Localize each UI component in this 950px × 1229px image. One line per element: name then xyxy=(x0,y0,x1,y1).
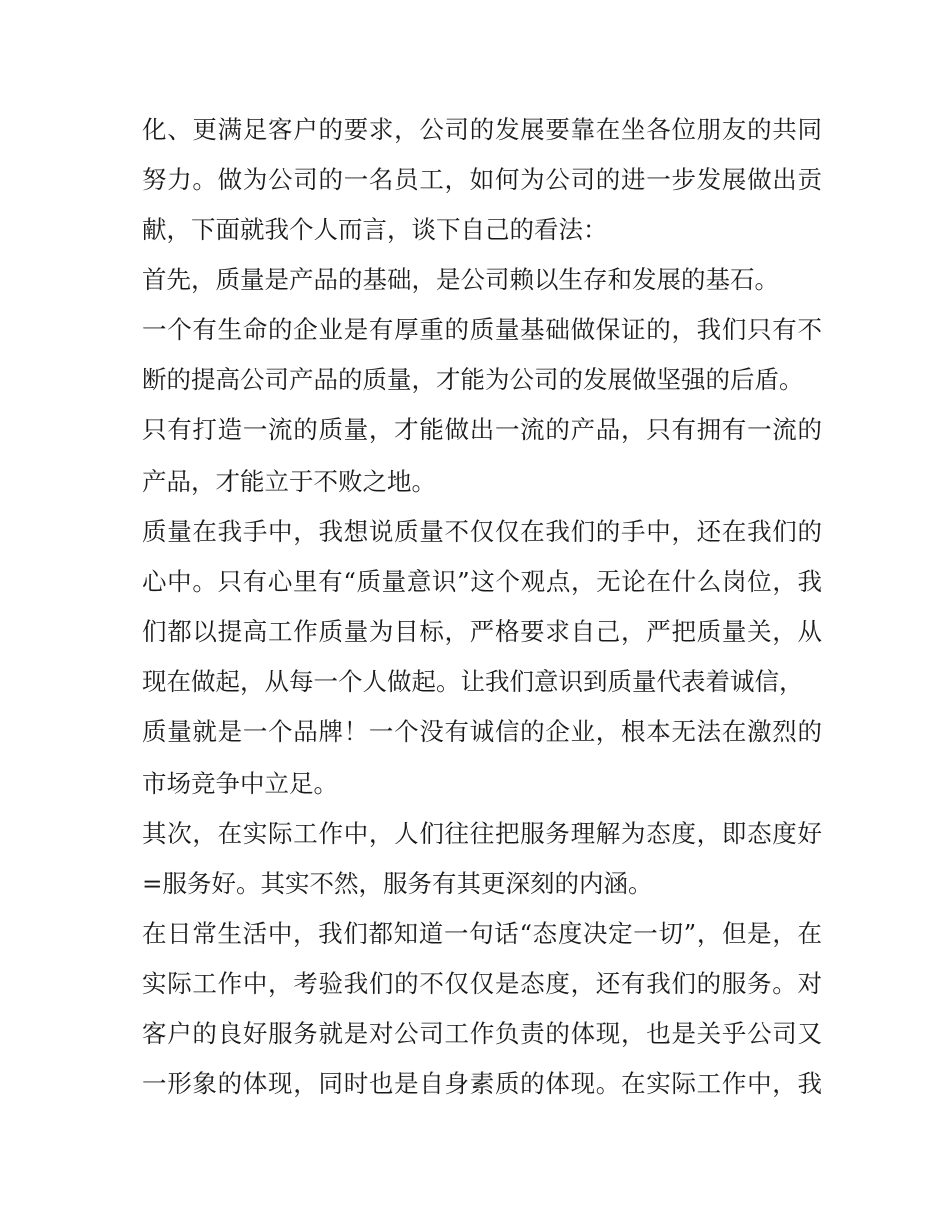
text-line: 首先，质量是产品的基础，是公司赖以生存和发展的基石。 xyxy=(142,265,779,294)
text-line: 质量在我手中，我想说质量不仅仅在我们的手中，还在我们的 xyxy=(142,517,822,546)
text-line: 实际工作中，考验我们的不仅仅是态度，还有我们的服务。对 xyxy=(142,969,822,998)
text-line: 一个有生命的企业是有厚重的质量基础做保证的，我们只有不 xyxy=(142,315,822,344)
text-line: 努力。做为公司的一名员工，如何为公司的进一步发展做出贡 xyxy=(142,165,822,194)
text-line: 只有打造一流的质量，才能做出一流的产品，只有拥有一流的 xyxy=(142,415,822,444)
text-line: 们都以提高工作质量为目标，严格要求自己，严把质量关，从 xyxy=(142,617,822,646)
text-line: =服务好。其实不然，服务有其更深刻的内涵。 xyxy=(142,869,653,898)
text-line: 心中。只有心里有“质量意识”这个观点，无论在什么岗位，我 xyxy=(142,567,822,596)
text-line: 产品，才能立于不败之地。 xyxy=(142,467,436,496)
text-line: 在日常生活中，我们都知道一句话“态度决定一切”，但是，在 xyxy=(142,919,822,948)
text-line: 客户的良好服务就是对公司工作负责的体现，也是关乎公司又 xyxy=(142,1019,822,1048)
text-line: 一形象的体现，同时也是自身素质的体现。在实际工作中，我 xyxy=(142,1069,822,1098)
text-line: 质量就是一个品牌！一个没有诚信的企业，根本无法在激烈的 xyxy=(142,717,822,746)
text-line: 断的提高公司产品的质量，才能为公司的发展做坚强的后盾。 xyxy=(142,365,804,394)
text-line: 市场竞争中立足。 xyxy=(142,769,338,798)
text-line: 其次，在实际工作中，人们往往把服务理解为态度，即态度好 xyxy=(142,819,822,848)
text-line: 现在做起，从每一个人做起。让我们意识到质量代表着诚信， xyxy=(142,667,804,696)
text-line: 化、更满足客户的要求，公司的发展要靠在坐各位朋友的共同 xyxy=(142,115,822,144)
text-line: 献，下面就我个人而言，谈下自己的看法： xyxy=(142,215,608,244)
